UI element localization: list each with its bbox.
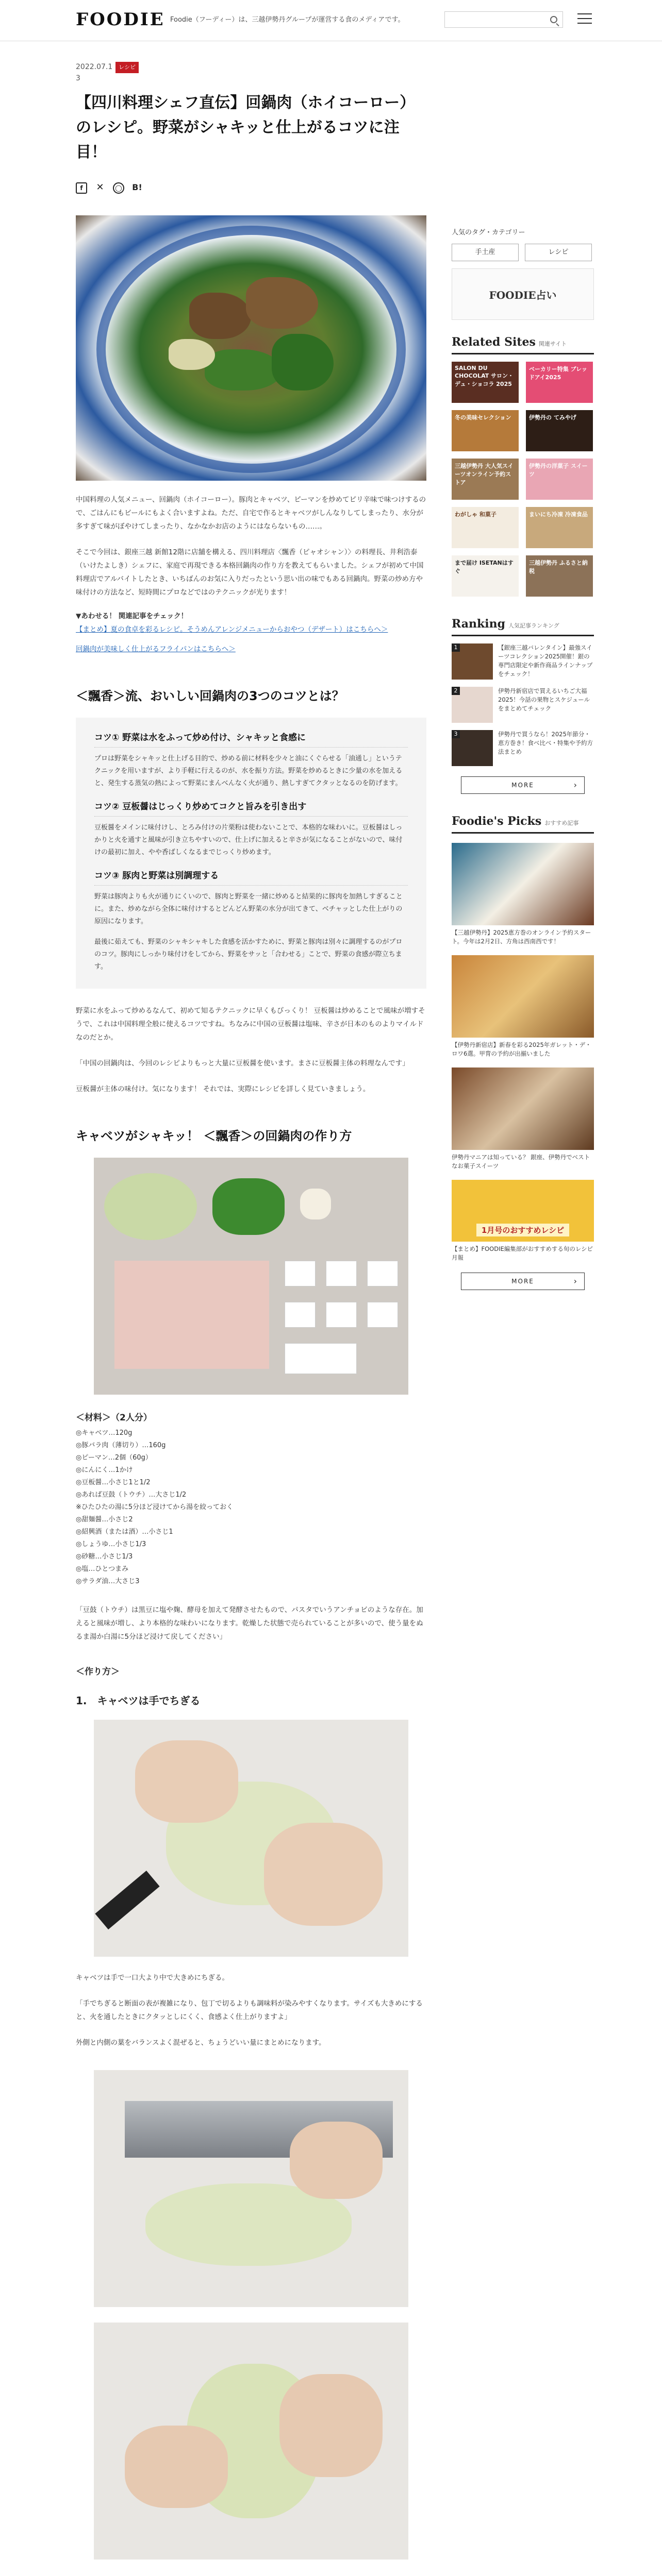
article (76, 62, 426, 2576)
step-1-text-1: キャベツは手で一口大より中で大きめにちぎる。 (76, 1974, 229, 1982)
tip-body-2: 豆板醤をメインに味付けし、とろみ付けの片栗粉は使わないことで、本格的な味わいに。豆板醤はしっかりと火を通すと風味が引き立ちやすいので、仕上げに加えると辛さが気になることがないので、味付けの最初に加え、やや香ばしくなるまでじっくり炒めます。 (94, 824, 403, 856)
article-date-suffix: 3 (76, 74, 80, 82)
ranking-item[interactable]: 3 伊勢丹で買うなら！2025年節分・恵方巻き！食べ比べ・特集や予約方法まとめ (452, 730, 594, 766)
touchi-note: 「豆鼓（トウチ）は黒豆に塩や麹、酵母を加えて発酵させたもので、パスタでいうアンチョビのような存在。加えると風味が増し、より本格的な味わいになります。乾燥した状態で売られていることが多いので、使う量をぬるま湯か白湯に5分ほど浸けて戻してください」 (76, 1606, 423, 1641)
facebook-icon[interactable]: f (76, 182, 87, 194)
picks-more-button[interactable]: MORE › (461, 1273, 585, 1290)
ranking-item[interactable]: 2 伊勢丹新宿店で買えるいちご大福2025！今話の果物とスケジュールをまとめてチェック (452, 687, 594, 723)
ranking-title: Ranking 人気記事ランキング (452, 617, 594, 636)
related-site-card[interactable]: SALON DU CHOCOLAT サロン・デュ・ショコラ 2025 (452, 362, 519, 403)
pick-item[interactable]: 伊勢丹マニアは知っている？ 銀座、伊勢丹でベストなお菓子スイーツ (452, 1067, 594, 1171)
pick-item[interactable]: 【伊勢丹新宿店】新春を彩る2025年ガレット・デ・ロワ6選。甲冑の予約が出揃いました (452, 955, 594, 1058)
site-header (0, 0, 662, 41)
ingredient-item: ◎あれば豆鼓（トウチ）…大さじ1/2 (76, 1491, 187, 1499)
tip-body-3: 野菜は豚肉よりも火が通りにくいので、豚肉と野菜を一緒に炒めると結果的に豚肉を加熱しすぎることに。また、炒めながら全体に味付けするとどんどん野菜の水分が出てきて、ベチャッとした仕上がりの原因になります。 (94, 893, 403, 925)
tag-button[interactable]: レシピ (525, 244, 592, 261)
site-tagline: Foodie（フーディー）は、三越伊勢丹グループが運営する食のメディアです。 (170, 16, 405, 24)
article-meta (76, 62, 426, 83)
related-site-card[interactable]: まで届け ISETANはすぐ (452, 555, 519, 597)
ingredients-head: ＜材料＞（2人分） (76, 1413, 152, 1423)
tip-body-4: 最後に茹えても、野菜のシャキシャキした食感を活かすために、野菜と豚肉は別々に調理するのがプロのコツ。豚肉にしっかり味付けをしてから、野菜をサッと「合わせる」ことで、野菜の食感が際立ちます。 (94, 938, 403, 971)
ingredient-item: ◎豚バラ肉（薄切り）…160g (76, 1442, 166, 1449)
related-site-card[interactable]: 伊勢丹の てみやげ (526, 410, 593, 451)
step-1-text-4 (76, 2574, 426, 2576)
tip-body-1: プロは野菜をシャキッと仕上げる目的で、炒める前に材料を少々と油にくぐらせる「油通し」というテクニックを用いますが、より手軽に行えるのが、水を振り方法。野菜を炒めるときに少量の水を加えると、発生する蒸気の熱によって野菜にまんべんなく火が通り、熱しすぎてクタッとなるのを防げます。 (94, 755, 403, 787)
related-sites-title: Related Sites 関連サイト (452, 335, 594, 354)
article-date: 2022.07.1 (76, 63, 113, 71)
step-1-title: 1. キャベツは手でちぎる (76, 1694, 201, 1707)
popular-tags-heading: 人気のタグ・カテゴリー (452, 229, 525, 236)
uranai-banner[interactable] (452, 268, 594, 320)
step-1-image-3 (94, 2323, 408, 2560)
ingredient-item: ◎キャベツ…120g (76, 1429, 133, 1437)
tag-button[interactable]: 手土産 (452, 244, 519, 261)
section-title-recipe: キャベツがシャキッ！ ＜飄香＞の回鍋肉の作り方 (76, 1129, 352, 1143)
pick-item[interactable]: 1月号のおすすめレシピ 【まとめ】FOODIE編集部がおすすめする旬のレシピ月報 (452, 1180, 594, 1262)
after-tips-3: 豆板醤が主体の味付け。気になります！ それでは、実際にレシピを詳しく見ていきましょう。 (76, 1085, 370, 1093)
ingredient-item: ◎塩…ひとつまみ (76, 1565, 129, 1573)
sidebar (452, 227, 594, 1290)
share-bar (76, 182, 426, 195)
related-site-card[interactable]: 冬の美味セレクション (452, 410, 519, 451)
tip-title-3: コツ③ 豚肉と野菜は別調理する (94, 868, 408, 886)
picks-title: Foodie's Picks おすすめ記事 (452, 815, 594, 834)
related-link-2[interactable]: 回鍋肉が美味しく仕上がるフライパンはこちらへ＞ (76, 645, 236, 653)
intro-paragraph-2: そこで今回は、銀座三越 新館12階に店舗を構える、四川料理店〈飄香（ピャオシャン）〉の料理長、井利浩泰（いけたよしき）シェフに、家庭で再現できる本格回鍋肉の作り方を教えてもらいました。シェフが初めて中国料理店でアルバイトしたとき、いちばんのお気に入りだったという思い出の味でもある回鍋肉。野菜の炒め方や味付けの方法など、短時間にプロなどではのテクニックが光ります！ (76, 548, 424, 597)
step-1-text-2: 「手でちぎると断面の表が複雑になり、包丁で切るよりも調味料が染みやすくなります。サイズも大きめにすると、火を通したときにクタッとしにくく、食感よく仕上がりますよ」 (76, 1999, 423, 2021)
related-site-card[interactable]: わがしゃ 和菓子 (452, 507, 519, 548)
related-head: ▼あわせる！ 関連記事をチェック！ (76, 612, 188, 620)
related-site-card[interactable]: 三越伊勢丹 ふるさと納税 (526, 555, 593, 597)
site-logo[interactable]: FOODIE (76, 9, 165, 30)
related-site-card[interactable]: 三越伊勢丹 大人気スイーツオンライン予約ストア (452, 459, 519, 500)
related-sites-grid (452, 362, 594, 597)
ranking-more-button[interactable]: MORE › (461, 776, 585, 794)
x-icon[interactable]: ✕ (96, 182, 104, 193)
related-site-card[interactable]: まいにち冷凍 冷凍食品 (526, 507, 593, 548)
tip-title-1: コツ① 野菜は水をふって炒め付け、シャキッと食感に (94, 730, 408, 748)
hero-image (76, 215, 426, 481)
search-input[interactable] (444, 11, 563, 28)
popular-tags (452, 244, 594, 261)
step-1-image-1 (94, 1720, 408, 1957)
pick-item[interactable]: 【三越伊勢丹】2025恵方巻のオンライン予約スタート。今年は2月2日、方角は西南西です！ (452, 843, 594, 946)
ingredient-item: ◎甜麺醤…小さじ2 (76, 1516, 133, 1523)
ingredients-list (76, 1427, 426, 1588)
article-title: 【四川料理シェフ直伝】回鍋肉（ホイコーロー）のレシピ。野菜がシャキッと仕上がるコツに注目！ (76, 94, 416, 161)
search-icon[interactable] (550, 16, 557, 23)
step-1-text-3: 外側と内側の葉をバランスよく混ぜると、ちょうどいい量にまとめになります。 (76, 2039, 326, 2047)
ranking-item[interactable]: 1 【銀座三越バレンタイン】最強スイーツコレクション2025開催！銀の専門店限定や新作商品ラインナップをチェック！ (452, 643, 594, 680)
ingredient-item: ※ひたひたの湯に5分ほど浸けてから湯を絞っておく (76, 1503, 234, 1511)
ingredient-item: ◎サラダ油…大さじ3 (76, 1578, 140, 1585)
after-tips-2: 「中国の回鍋肉は、今回のレシピよりもっと大量に豆板醤を使います。まさに豆板醤主体の料理なんです」 (76, 1059, 409, 1067)
hatena-icon[interactable]: B! (132, 182, 142, 192)
hamburger-menu-icon[interactable] (577, 13, 592, 25)
ingredient-item: ◎紹興酒（または酒）…小さじ1 (76, 1528, 173, 1536)
method-head: ＜作り方＞ (76, 1667, 120, 1677)
related-site-card[interactable]: 伊勢丹の洋菓子 スイーツ (526, 459, 593, 500)
related-site-card[interactable]: ベーカリー特集 ブレッドアイ2025 (526, 362, 593, 403)
ingredient-item: ◎にんにく…1かけ (76, 1466, 133, 1474)
tip-title-2: コツ② 豆板醤はじっくり炒めてコクと旨みを引き出す (94, 799, 408, 817)
category-badge[interactable]: レシピ (115, 62, 139, 73)
uranai-label: FOODIE占い (489, 289, 557, 301)
after-tips-1: 野菜に水をふって炒めるなんて、初めて知るテクニックに早くもびっくり！ 豆板醤は炒めることで風味が増すそうで、これは中国料理全般に使えるコツですね。ちなみに中国の豆板醤は塩味、辛さが日本のものよりマイルドなのだとか。 (76, 1007, 425, 1042)
ingredient-item: ◎砂糖…小さじ1/3 (76, 1553, 133, 1561)
ingredient-item: ◎ピーマン…2個（60g） (76, 1454, 152, 1462)
ingredient-item: ◎豆板醤…小さじ1と1/2 (76, 1479, 151, 1486)
intro-paragraph-1: 中国料理の人気メニュー、回鍋肉（ホイコーロー）。豚肉とキャベツ、ピーマンを炒めてピリ辛味で味つけするので、ごはんにもビールにもよく合いますよね。ただ、自宅で作るとキャベツがしんなりしてしまったり、水分が多すぎて味がぼやけてしまったり、なかなかお店のようにはならないもの……。 (76, 496, 426, 531)
ingredients-image (94, 1158, 408, 1395)
ingredient-item: ◎しょうゆ…小さじ1/3 (76, 1540, 146, 1548)
line-icon[interactable]: ◯ (113, 182, 124, 194)
related-link-1[interactable]: 【まとめ】夏の食卓を彩るレシピ。そうめんアレンジメニューからおやつ（デザート）はこちらへ＞ (76, 625, 388, 634)
step-1-image-2 (94, 2070, 408, 2307)
tips-box (76, 718, 426, 989)
section-title-tips: ＜飄香＞流、おいしい回鍋肉の3つのコツとは？ (76, 689, 344, 703)
